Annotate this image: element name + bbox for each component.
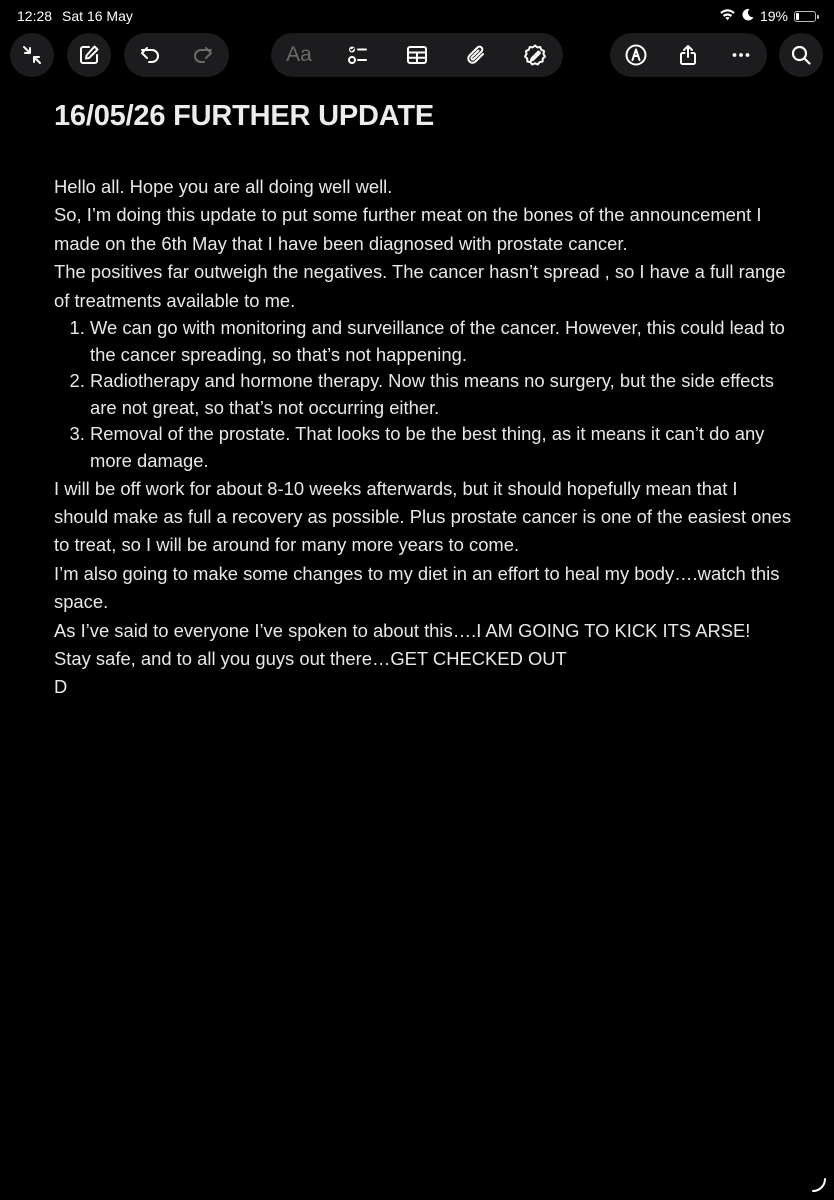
format-label: Aa (286, 43, 312, 66)
note-paragraph[interactable]: I’m also going to make some changes to my diet in an effort to heal my body….watch this space. (54, 562, 780, 613)
pen-icon[interactable] (616, 35, 656, 75)
status-date: Sat 16 May (62, 8, 133, 24)
collapse-button[interactable] (10, 33, 54, 77)
markup-icon[interactable] (515, 35, 555, 75)
checklist-icon[interactable] (338, 35, 378, 75)
actions-group (610, 33, 767, 77)
note-paragraph[interactable]: Hello all. Hope you are all doing well well. (54, 176, 393, 197)
format-tools-group (271, 33, 563, 77)
resize-handle-icon[interactable] (810, 1176, 828, 1194)
note-signature[interactable]: D (54, 676, 68, 698)
note-paragraph[interactable]: The positives far outweigh the negatives. The cancer hasn’t spread , so I have a full range of treatments available to me. (54, 261, 786, 311)
battery-icon (794, 11, 816, 22)
note-paragraph[interactable]: As I’ve said to everyone I’ve spoken to about this….I AM GOING TO KICK ITS ARSE! (54, 619, 751, 641)
battery-percent: 19% (759, 8, 788, 24)
status-bar (0, 0, 834, 32)
status-right (719, 8, 816, 24)
status-left (17, 8, 133, 24)
list-item[interactable]: 1. We can go with monitoring and surveillance of the cancer. However, this could lead to the cancer spreading, so that’s not happening. (90, 315, 794, 368)
moon-icon (742, 8, 754, 24)
table-icon[interactable] (397, 35, 437, 75)
note-title[interactable]: 16/05/26 FURTHER UPDATE (54, 100, 435, 132)
attachment-icon[interactable] (456, 35, 496, 75)
note-editor[interactable] (54, 92, 794, 702)
undo-redo-group (124, 33, 229, 77)
status-time: 12:28 (17, 8, 53, 24)
undo-icon[interactable] (130, 35, 170, 75)
list-item[interactable]: 3. Removal of the prostate. That looks to be the best thing, as it means it can’t do any more damage. (90, 421, 794, 474)
numbered-list (54, 315, 794, 475)
note-paragraph[interactable]: Stay safe, and to all you guys out there…GET CHECKED OUT (54, 648, 567, 670)
format-button[interactable] (279, 35, 319, 75)
list-item[interactable]: 2. Radiotherapy and hormone therapy. Now this means no surgery, but the side effects are not great, so that’s not occurring either. (90, 368, 794, 421)
search-icon[interactable] (781, 35, 821, 75)
share-icon[interactable] (668, 35, 708, 75)
note-body[interactable] (54, 173, 794, 702)
collapse-icon[interactable] (12, 35, 52, 75)
redo-icon[interactable] (183, 35, 223, 75)
note-paragraph[interactable]: So, I’m doing this update to put some further meat on the bones of the announcement I made on the 6th May that I have been diagnosed with prostate cancer. (54, 204, 762, 254)
compose-icon[interactable] (69, 35, 109, 75)
more-icon[interactable] (721, 35, 761, 75)
wifi-icon (719, 8, 736, 24)
battery-level (796, 13, 799, 20)
toolbar (0, 33, 834, 79)
note-paragraph[interactable]: I will be off work for about 8-10 weeks afterwards, but it should hopefully mean that I should make as full a recovery as possible. Plus prostate cancer is one of the easiest ones to treat, so I will be around for many more years to come. (54, 477, 792, 556)
compose-button[interactable] (67, 33, 111, 77)
search-button[interactable] (779, 33, 823, 77)
